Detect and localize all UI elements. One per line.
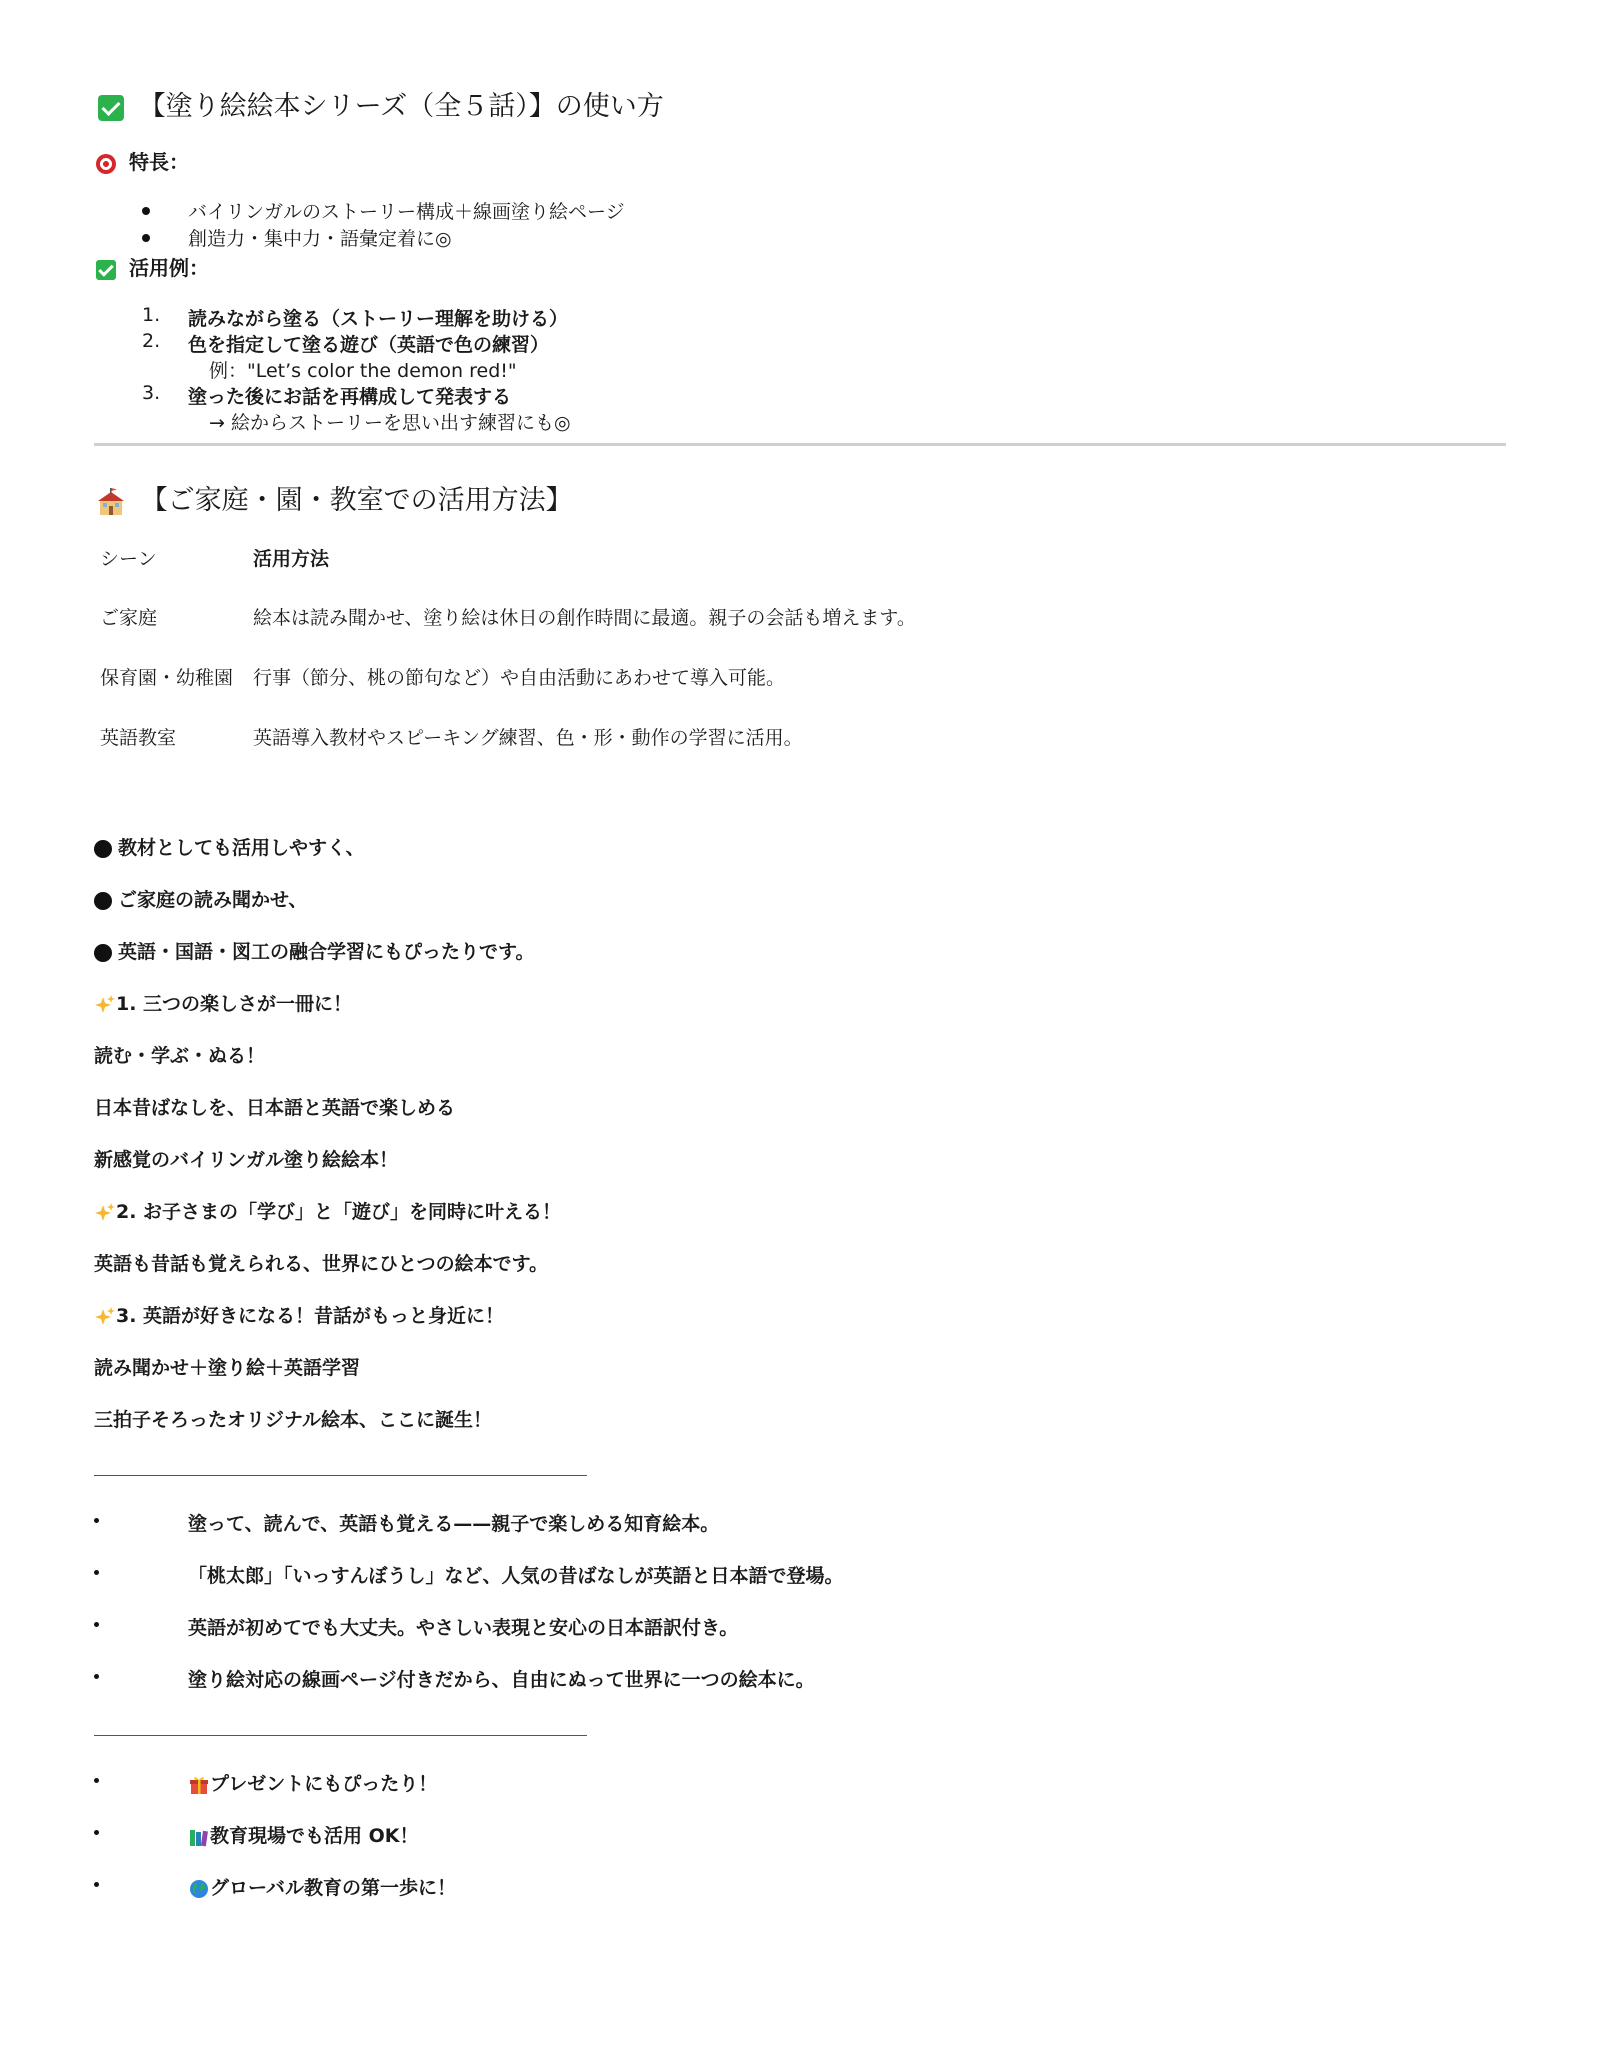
bullet-item: 塗って、読んで、英語も覚える——親子で楽しめる知育絵本。 [94,1509,99,1531]
highlight-text: 読み聞かせ＋塗り絵＋英語学習 [94,1357,361,1379]
bullet-dot [94,1830,99,1835]
table-header-method: 活用方法 [253,548,330,570]
black-circle-icon [94,944,112,962]
table-header-scene: シーン [100,548,157,570]
final-bullet-item: 教育現場でも活用 OK！ [94,1821,99,1843]
section-divider [94,443,1506,446]
table-cell-method: 絵本は読み聞かせ、塗り絵は休日の創作時間に最適。親子の会話も増えます。 [253,607,916,629]
check-icon [96,260,116,280]
bullet-dot [94,1518,99,1523]
table-cell-scene: 保育園・幼稚園 [100,667,234,689]
point-line: ご家庭の読み聞かせ、 [94,885,307,912]
divider [94,1735,587,1736]
black-circle-icon [94,892,112,910]
highlight-heading: 2. お子さまの「学び」と「遊び」を同時に叶える！ [94,1197,561,1224]
highlight-text: 新感覚のバイリンガル塗り絵絵本！ [94,1149,399,1171]
bullet-dot [94,1882,99,1887]
highlight-text: 日本昔ばなしを、日本語と英語で楽しめる [94,1097,456,1119]
example-sub: → 絵からストーリーを思い出す練習にも◎ [209,412,571,434]
bullet-item: 英語が初めてでも大丈夫。やさしい表現と安心の日本語訳付き。 [94,1613,99,1635]
sparkles-icon [94,1306,116,1328]
school-icon [96,487,126,517]
settings-title: 【ご家庭・園・教室での活用方法】 [140,485,573,516]
bullet-dot [94,1570,99,1575]
divider [94,1475,587,1476]
highlight-heading: 3. 英語が好きになる！昔話がもっと身近に！ [94,1301,504,1328]
bullet-dot [94,1674,99,1679]
features-label: 特長： [96,146,189,175]
settings-heading [96,478,573,517]
point-line: 英語・国語・図工の融合学習にもぴったりです。 [94,937,534,964]
globe-icon [188,1878,210,1900]
bullet-item: 塗り絵対応の線画ページ付きだから、自由にぬって世界に一つの絵本に。 [94,1665,99,1687]
final-bullet-item: プレゼントにもぴったり！ [94,1769,99,1791]
bullet-item: 「桃太郎」「いっすんぼうし」など、人気の昔ばなしが英語と日本語で登場。 [94,1561,99,1583]
highlight-text: 読む・学ぶ・ぬる！ [94,1045,266,1067]
highlight-heading: 1. 三つの楽しさが一冊に！ [94,989,352,1016]
table-cell-method: 行事（節分、桃の節句など）や自由活動にあわせて導入可能。 [253,667,786,689]
books-icon [188,1826,210,1848]
sparkles-icon [94,1202,116,1224]
examples-label: 活用例： [96,252,209,281]
table-cell-method: 英語導入教材やスピーキング練習、色・形・動作の学習に活用。 [253,727,803,749]
black-circle-icon [94,840,112,858]
point-line: 教材としても活用しやすく、 [94,833,365,860]
bullet-dot [142,234,150,242]
example-item: 3. 塗った後にお話を再構成して発表する [142,382,512,408]
bullet-dot [142,207,150,215]
example-sub: 例："Let’s color the demon red!" [209,360,517,382]
final-bullet-item: グローバル教育の第一歩に！ [94,1873,99,1895]
check-icon [98,95,124,121]
target-icon [96,154,116,174]
highlight-text: 英語も昔話も覚えられる、世界にひとつの絵本です。 [94,1253,549,1275]
feature-item: 創造力・集中力・語彙定着に◎ [142,226,150,248]
feature-item: バイリンガルのストーリー構成＋線画塗り絵ページ [142,199,150,221]
bullet-dot [94,1622,99,1627]
gift-icon [188,1774,210,1796]
highlight-text: 三拍子そろったオリジナル絵本、ここに誕生！ [94,1409,493,1431]
bullet-dot [94,1778,99,1783]
usage-title: 【塗り絵絵本シリーズ（全５話）】の使い方 [138,91,664,122]
example-item: 1. 読みながら塗る（ストーリー理解を助ける） [142,304,569,330]
usage-heading [98,84,664,123]
table-cell-scene: 英語教室 [100,727,177,749]
sparkles-icon [94,994,116,1016]
example-item: 2. 色を指定して塗る遊び（英語で色の練習） [142,330,550,356]
table-cell-scene: ご家庭 [100,607,158,629]
